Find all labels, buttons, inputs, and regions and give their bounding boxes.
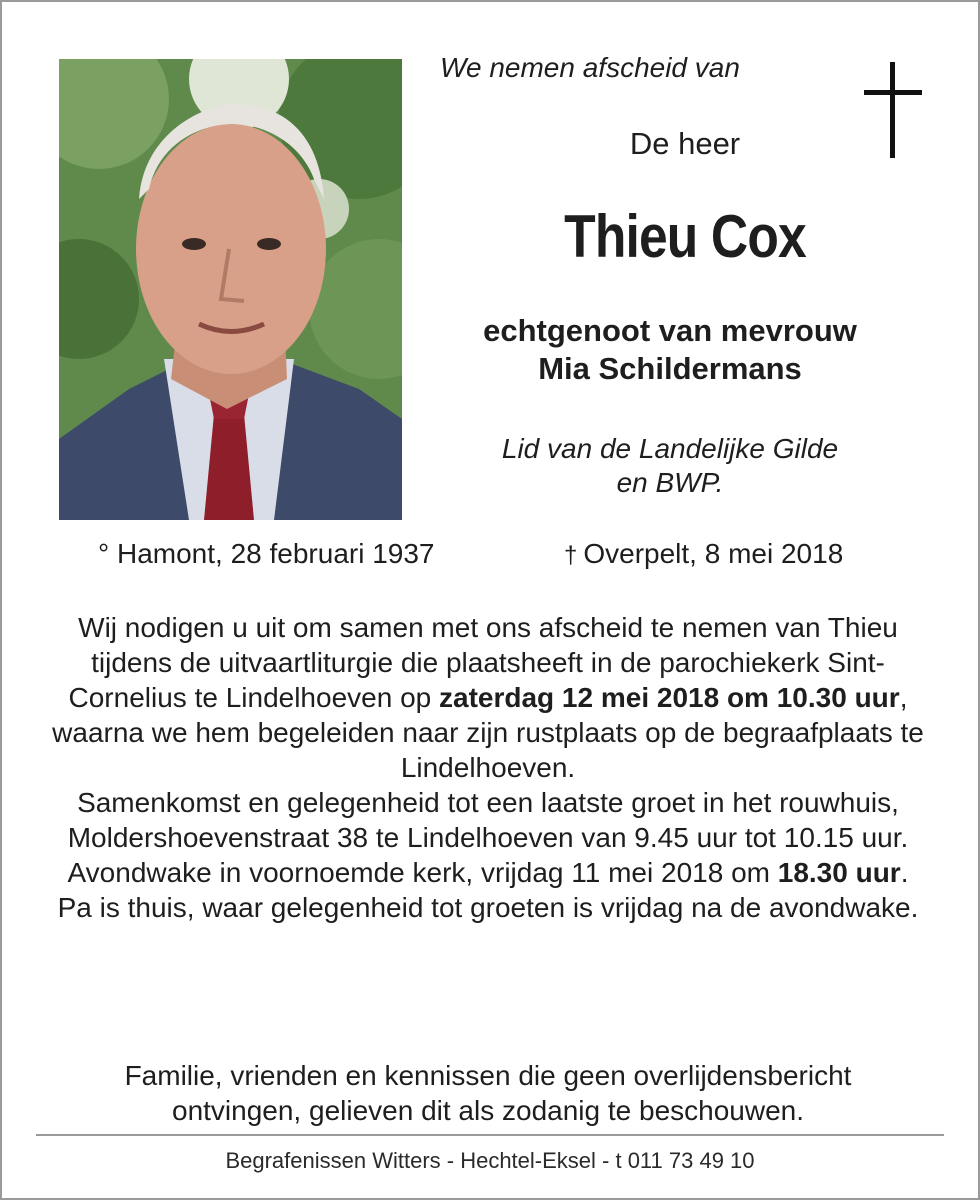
vigil-text: Avondwake in voornoemde kerk, vrijdag 11 mei 2018 om — [67, 857, 778, 888]
membership-line-1: Lid van de Landelijke Gilde — [501, 433, 839, 464]
gathering-paragraph: Samenkomst en gelegenheid tot een laatste groet in het rouwhuis, Moldershoevenstraat 38 te Lindelhoeven van 9.45 uur tot 10.15 uur. — [67, 787, 909, 853]
funeral-text: Wij nodigen u uit om samen met ons afscheid te nemen van Thieu tijdens de uitvaartliturgie die plaatsheeft in de parochiekerk Sint-Cornelius te Lindelhoeven op — [68, 612, 898, 713]
closing-line-2: ontvingen, gelieven dit als zodanig te beschouwen. — [172, 1095, 804, 1126]
closing-line-1: Familie, vrienden en kennissen die geen overlijdensbericht — [124, 1060, 852, 1091]
portrait-photo — [59, 59, 402, 520]
home-visit-paragraph: Pa is thuis, waar gelegenheid tot groeten is vrijdag na de avondwake. — [57, 892, 919, 923]
intro-text: We nemen afscheid van — [440, 52, 740, 83]
closing-text — [40, 1058, 936, 1128]
latin-cross-icon — [864, 62, 922, 158]
funeral-text-end: , waarna we hem begeleiden naar zijn rustplaats op de begraafplaats te Lindelhoeven. — [52, 682, 924, 783]
death-info — [564, 538, 843, 570]
funeral-paragraph — [40, 610, 936, 785]
vigil-paragraph — [40, 855, 936, 890]
death-text: Overpelt, 8 mei 2018 — [583, 538, 844, 569]
funeral-home-footer: Begrafenissen Witters - Hechtel-Eksel - t 011 73 49 10 — [225, 1148, 755, 1173]
membership-line-2: en BWP. — [616, 467, 724, 498]
vigil-text-end: . — [900, 857, 909, 888]
salutation: De heer — [629, 126, 741, 161]
membership-block — [450, 432, 890, 500]
dagger-icon: † — [564, 542, 578, 569]
funeral-datetime: zaterdag 12 mei 2018 om 10.30 uur — [439, 682, 900, 713]
birth-info: ° Hamont, 28 februari 1937 — [98, 538, 435, 569]
vigil-time: 18.30 uur — [777, 857, 901, 888]
invitation-text — [40, 610, 936, 925]
spouse-line-2: Mia Schildermans — [538, 351, 802, 386]
deceased-name: Thieu Cox — [564, 203, 806, 270]
spouse-line-1: echtgenoot van mevrouw — [483, 313, 857, 348]
spouse-block — [430, 312, 910, 388]
footer-divider — [36, 1134, 944, 1136]
